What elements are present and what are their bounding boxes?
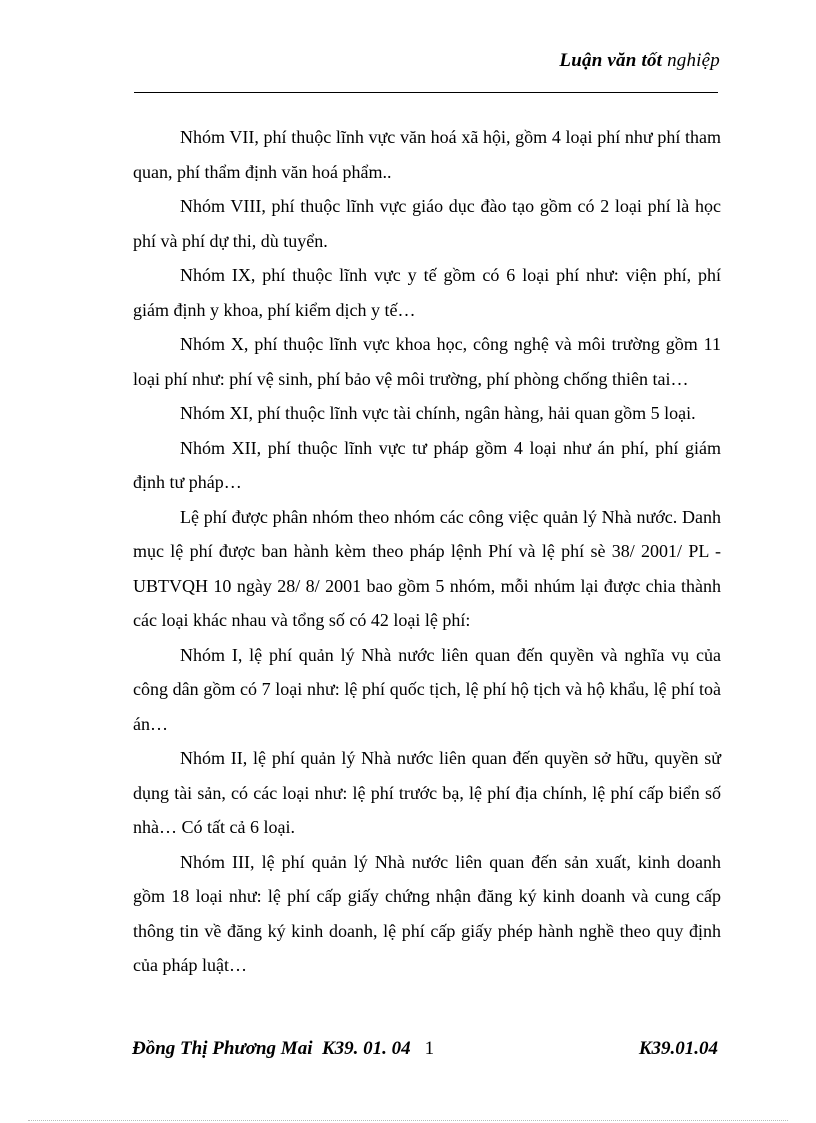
paragraph-le-phi-nhom-iii: Nhóm III, lệ phí quản lý Nhà nước liên quan đến sản xuất, kinh doanh gồm 18 loại như: lệ phí cấp giấy chứng nhận đăng ký kinh doanh và cung cấp thông tin về đăng ký kinh doanh, lệ phí cấp giấy phép hành nghề theo quy định của pháp luật…	[133, 851, 721, 975]
paragraph-nhom-viii: Nhóm VIII, phí thuộc lĩnh vực giáo dục đào tạo gồm có 2 loại phí là học phí và phí dự thi, dù tuyển.	[133, 196, 721, 251]
paragraph-le-phi-intro: Lệ phí được phân nhóm theo nhóm các công việc quản lý Nhà nước. Danh mục lệ phí được ban hành kèm theo pháp lệnh Phí và lệ phí sè 38/ 2001/ PL - UBTVQH 10 ngày 28/ 8/ 2001 bao gồm 5 nhóm, mỗi nhúm lại được chia thành các loại khác nhau và tổng số có 42 loại lệ phí:	[133, 506, 721, 630]
page-header	[559, 50, 720, 72]
page-number: 1	[424, 1038, 435, 1059]
paragraph-le-phi-nhom-i: Nhóm I, lệ phí quản lý Nhà nước liên quan đến quyền và nghĩa vụ của công dân gồm có 7 loại như: lệ phí quốc tịch, lệ phí hộ tịch và hộ khẩu, lệ phí toà án…	[133, 644, 721, 734]
paragraph-nhom-xii: Nhóm XII, phí thuộc lĩnh vực tư pháp gồm 4 loại như án phí, phí giám định tư pháp…	[133, 437, 721, 492]
page-footer	[132, 1038, 718, 1060]
document-body	[133, 120, 721, 983]
header-divider	[134, 92, 718, 93]
footer-class-code: K39. 01. 04	[321, 1038, 411, 1059]
header-title-plain: nghiệp	[667, 50, 720, 71]
footer-author: Đồng Thị Phương Mai	[132, 1038, 313, 1059]
paragraph-nhom-vii: Nhóm VII, phí thuộc lĩnh vực văn hoá xã hội, gồm 4 loại phí như phí tham quan, phí thẩm định văn hoá phẩm..	[133, 127, 721, 182]
footer-right-code: K39.01.04	[638, 1038, 718, 1059]
paragraph-nhom-ix: Nhóm IX, phí thuộc lĩnh vực y tế gồm có 6 loại phí như: viện phí, phí giám định y khoa, phí kiểm dịch y tế…	[133, 265, 721, 320]
paragraph-nhom-xi: Nhóm XI, phí thuộc lĩnh vực tài chính, ngân hàng, hải quan gồm 5 loại.	[180, 403, 696, 423]
paragraph-nhom-x: Nhóm X, phí thuộc lĩnh vực khoa học, công nghệ và môi trường gồm 11 loại phí như: phí vệ sinh, phí bảo vệ môi trường, phí phòng chống thiên tai…	[133, 334, 721, 389]
page-bottom-border	[28, 1120, 788, 1121]
header-title-bold: Luận văn tốt	[559, 50, 663, 71]
paragraph-le-phi-nhom-ii: Nhóm II, lệ phí quản lý Nhà nước liên quan đến quyền sở hữu, quyền sử dụng tài sản, có các loại như: lệ phí trước bạ, lệ phí địa chính, lệ phí cấp biển số nhà… Có tất cả 6 loại.	[133, 748, 721, 837]
